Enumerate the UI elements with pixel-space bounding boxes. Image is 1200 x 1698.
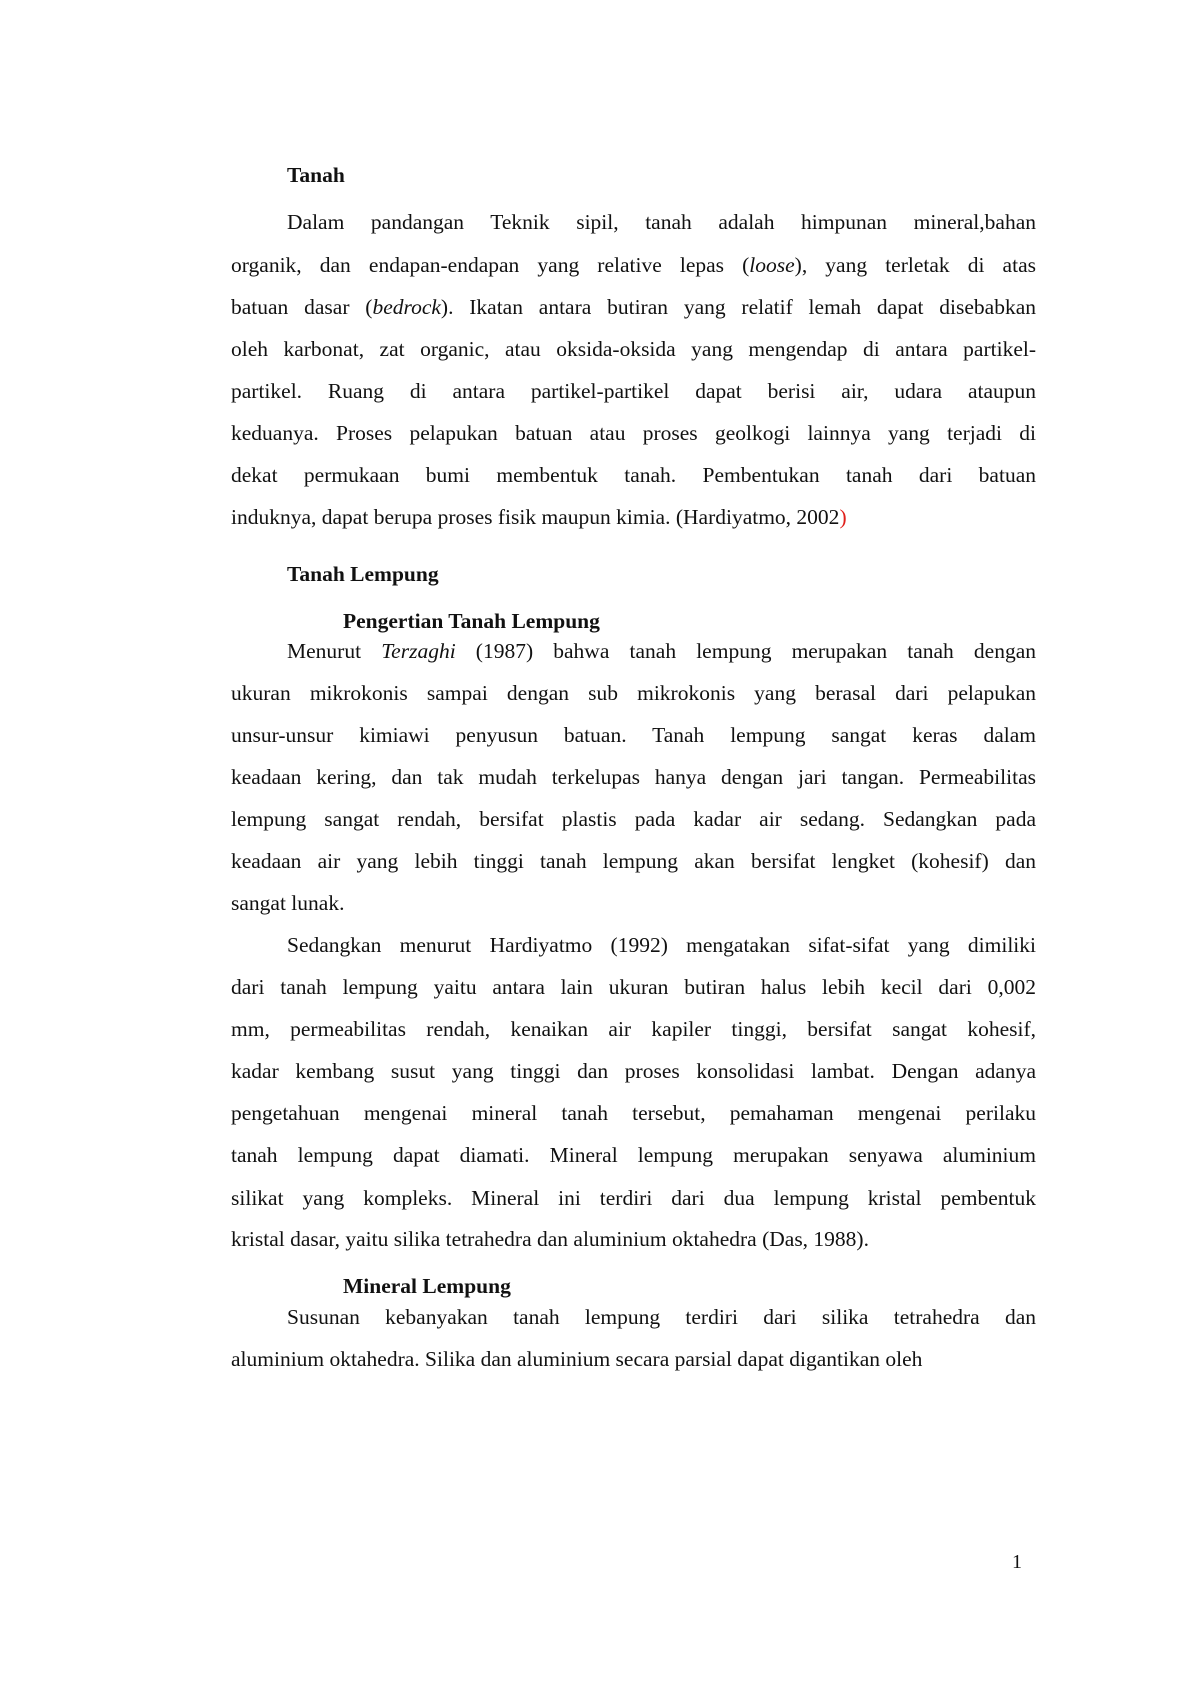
paragraph-1-line <box>231 251 1036 279</box>
text-run: ). Ikatan antara butiran yang relatif lemah dapat disebabkan <box>440 295 1036 319</box>
text-run: dari tanah lempung yaitu antara lain ukuran butiran halus lebih kecil dari 0,002 <box>231 975 1036 999</box>
paragraph-1-line <box>231 503 1036 531</box>
text-run: oleh karbonat, zat organic, atau oksida-oksida yang mengendap di antara partikel- <box>231 337 1036 361</box>
text-run: ukuran mikrokonis sampai dengan sub mikrokonis yang berasal dari pelapukan <box>231 681 1036 705</box>
paragraph-1-line <box>231 419 1036 447</box>
paragraph-2-line <box>231 763 1036 791</box>
italic-term: loose <box>749 253 795 277</box>
paragraph-2-line <box>231 889 1036 917</box>
text-run: Sedangkan menurut Hardiyatmo (1992) mengatakan sifat-sifat yang dimiliki <box>287 933 1036 957</box>
heading-tanah-lempung: Tanah Lempung <box>287 562 439 586</box>
text-run: partikel. Ruang di antara partikel-partikel dapat berisi air, udara ataupun <box>231 379 1036 403</box>
text-run: batuan dasar ( <box>231 295 373 319</box>
text-run: ), yang terletak di atas <box>794 253 1036 277</box>
paragraph-4-line <box>231 1345 1036 1373</box>
text-run: sangat lunak. <box>231 891 345 915</box>
paragraph-2-line <box>231 847 1036 875</box>
paragraph-1-line <box>231 461 1036 489</box>
text-run: aluminium oktahedra. Silika dan aluminium secara parsial dapat digantikan oleh <box>231 1347 923 1371</box>
paragraph-1-line <box>231 293 1036 321</box>
heading-pengertian-tanah-lempung: Pengertian Tanah Lempung <box>343 609 600 633</box>
text-run: organik, dan endapan-endapan yang relative lepas ( <box>231 253 750 277</box>
paragraph-3-line <box>231 1015 1036 1043</box>
text-run: (1987) bahwa tanah lempung merupakan tanah dengan <box>455 639 1036 663</box>
text-run: Susunan kebanyakan tanah lempung terdiri dari silika tetrahedra dan <box>287 1305 1036 1329</box>
page-number: 1 <box>1012 1551 1022 1573</box>
text-run: unsur-unsur kimiawi penyusun batuan. Tanah lempung sangat keras dalam <box>231 723 1036 747</box>
paragraph-3-line <box>287 931 1036 959</box>
text-run: keadaan kering, dan tak mudah terkelupas hanya dengan jari tangan. Permeabilitas <box>231 765 1036 789</box>
paragraph-2-line <box>231 679 1036 707</box>
paragraph-1-line <box>231 377 1036 405</box>
paragraph-3-line <box>231 1057 1036 1085</box>
heading-tanah: Tanah <box>287 163 345 187</box>
paragraph-4-line <box>287 1303 1036 1331</box>
paragraph-1-line <box>287 208 1036 236</box>
text-run: Dalam pandangan Teknik sipil, tanah adalah himpunan mineral,bahan <box>287 210 1036 234</box>
paragraph-3-line <box>231 973 1036 1001</box>
text-run: silikat yang kompleks. Mineral ini terdiri dari dua lempung kristal pembentuk <box>231 1186 1036 1210</box>
text-run: keadaan air yang lebih tinggi tanah lempung akan bersifat lengket (kohesif) dan <box>231 849 1036 873</box>
paragraph-3-line <box>231 1099 1036 1127</box>
italic-term: Terzaghi <box>381 639 456 663</box>
text-run: dekat permukaan bumi membentuk tanah. Pembentukan tanah dari batuan <box>231 463 1036 487</box>
text-run: pengetahuan mengenai mineral tanah tersebut, pemahaman mengenai perilaku <box>231 1101 1036 1125</box>
paragraph-3-line <box>231 1184 1036 1212</box>
paragraph-2-line <box>287 637 1036 665</box>
text-run: kadar kembang susut yang tinggi dan proses konsolidasi lambat. Dengan adanya <box>231 1059 1036 1083</box>
paragraph-2-line <box>231 805 1036 833</box>
heading-mineral-lempung: Mineral Lempung <box>343 1274 511 1298</box>
text-run: Menurut <box>287 639 382 663</box>
paragraph-1-line <box>231 335 1036 363</box>
text-run: induknya, dapat berupa proses fisik maupun kimia. (Hardiyatmo, 2002 <box>231 505 840 529</box>
italic-term: bedrock <box>372 295 441 319</box>
red-parenthesis: ) <box>839 505 847 529</box>
text-run: keduanya. Proses pelapukan batuan atau proses geolkogi lainnya yang terjadi di <box>231 421 1036 445</box>
text-run: kristal dasar, yaitu silika tetrahedra dan aluminium oktahedra (Das, 1988). <box>231 1227 869 1251</box>
text-run: lempung sangat rendah, bersifat plastis pada kadar air sedang. Sedangkan pada <box>231 807 1036 831</box>
paragraph-3-line <box>231 1141 1036 1169</box>
paragraph-2-line <box>231 721 1036 749</box>
text-run: mm, permeabilitas rendah, kenaikan air kapiler tinggi, bersifat sangat kohesif, <box>231 1017 1036 1041</box>
paragraph-3-line <box>231 1225 1036 1253</box>
text-run: tanah lempung dapat diamati. Mineral lempung merupakan senyawa aluminium <box>231 1143 1036 1167</box>
